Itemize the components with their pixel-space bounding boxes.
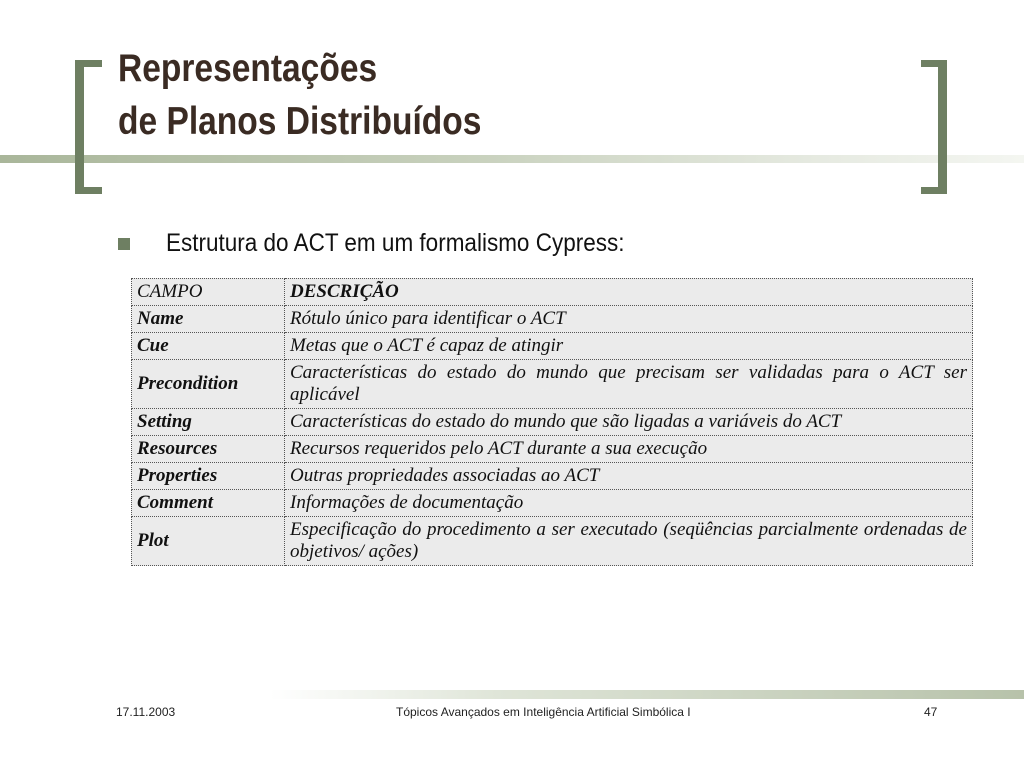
- field-name-cell: Setting: [132, 409, 285, 436]
- bullet-text: Estrutura do ACT em um formalismo Cypress:: [166, 229, 625, 257]
- field-description-cell: Características do estado do mundo que são ligadas a variáveis do ACT: [285, 409, 973, 436]
- footer-course-title: Tópicos Avançados em Inteligência Artificial Simbólica I: [396, 705, 691, 719]
- table-row: [132, 436, 973, 463]
- field-name-cell: Resources: [132, 436, 285, 463]
- square-bullet-icon: [118, 238, 130, 250]
- right-bracket-decoration: [921, 60, 947, 194]
- field-description-cell: Metas que o ACT é capaz de atingir: [285, 333, 973, 360]
- field-name-cell: Precondition: [132, 360, 285, 409]
- field-description-cell: Especificação do procedimento a ser executado (seqüências parcialmente ordenadas de objetivos/ ações): [285, 517, 973, 566]
- column-header-campo: CAMPO: [132, 279, 285, 306]
- table-row: [132, 463, 973, 490]
- table-header-row: [132, 279, 973, 306]
- field-name-cell: Plot: [132, 517, 285, 566]
- field-description-cell: Características do estado do mundo que precisam ser validadas para o ACT ser aplicável: [285, 360, 973, 409]
- slide-title-line-1: Representações: [118, 47, 378, 90]
- table-row: [132, 360, 973, 409]
- field-description-cell: Informações de documentação: [285, 490, 973, 517]
- slide-title: [118, 42, 481, 148]
- top-accent-line: [0, 155, 1024, 163]
- field-name-cell: Name: [132, 306, 285, 333]
- table-row: [132, 333, 973, 360]
- table-row: [132, 409, 973, 436]
- field-name-cell: Properties: [132, 463, 285, 490]
- slide-title-line-2: de Planos Distribuídos: [118, 100, 482, 143]
- footer-date: 17.11.2003: [116, 705, 176, 719]
- field-description-cell: Rótulo único para identificar o ACT: [285, 306, 973, 333]
- field-name-cell: Cue: [132, 333, 285, 360]
- table-row: [132, 517, 973, 566]
- left-bracket-decoration: [75, 60, 102, 194]
- footer-page-number: 47: [924, 705, 938, 719]
- act-structure-table: [131, 278, 973, 566]
- column-header-descricao: DESCRIÇÃO: [285, 279, 973, 306]
- field-description-cell: Outras propriedades associadas ao ACT: [285, 463, 973, 490]
- bottom-accent-line: [270, 690, 1024, 699]
- field-description-cell: Recursos requeridos pelo ACT durante a sua execução: [285, 436, 973, 463]
- field-name-cell: Comment: [132, 490, 285, 517]
- table-row: [132, 490, 973, 517]
- bullet-item: [118, 229, 675, 258]
- table-row: [132, 306, 973, 333]
